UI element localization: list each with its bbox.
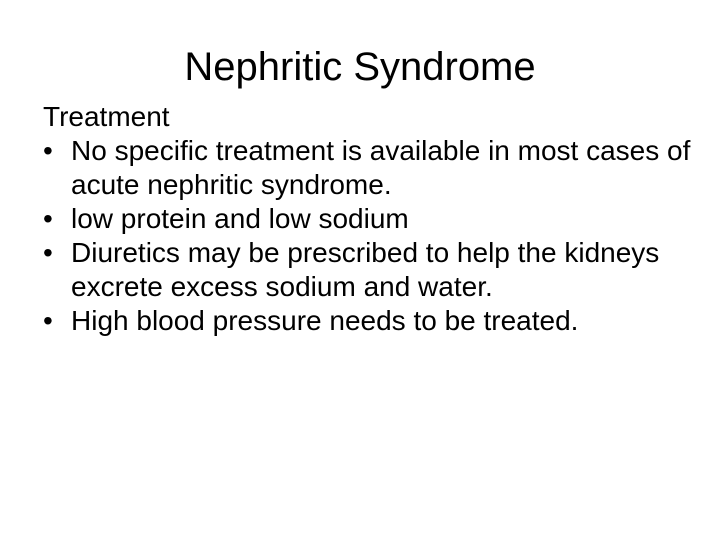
bullet-item-no-specific-treatment	[43, 134, 693, 202]
bullet-icon: •	[43, 203, 53, 234]
bullet-item-low-protein	[43, 202, 693, 236]
bullet-icon: •	[43, 237, 53, 268]
bullet-icon: •	[43, 305, 53, 336]
bullet-text: No specific treatment is available in most cases of acute nephritic syndrome.	[71, 135, 691, 200]
section-heading: Treatment	[43, 101, 170, 132]
bullet-text: High blood pressure needs to be treated.	[71, 305, 579, 336]
bullet-icon: •	[43, 135, 53, 166]
bullet-item-diuretics	[43, 236, 693, 304]
bullet-item-high-blood-pressure	[43, 304, 693, 338]
bullet-text: low protein and low sodium	[71, 203, 409, 234]
bullet-list	[43, 134, 693, 338]
bullet-text: Diuretics may be prescribed to help the kidneys excrete excess sodium and water.	[71, 237, 660, 302]
slide-title: Nephritic Syndrome	[184, 45, 536, 89]
slide-body	[43, 100, 693, 338]
